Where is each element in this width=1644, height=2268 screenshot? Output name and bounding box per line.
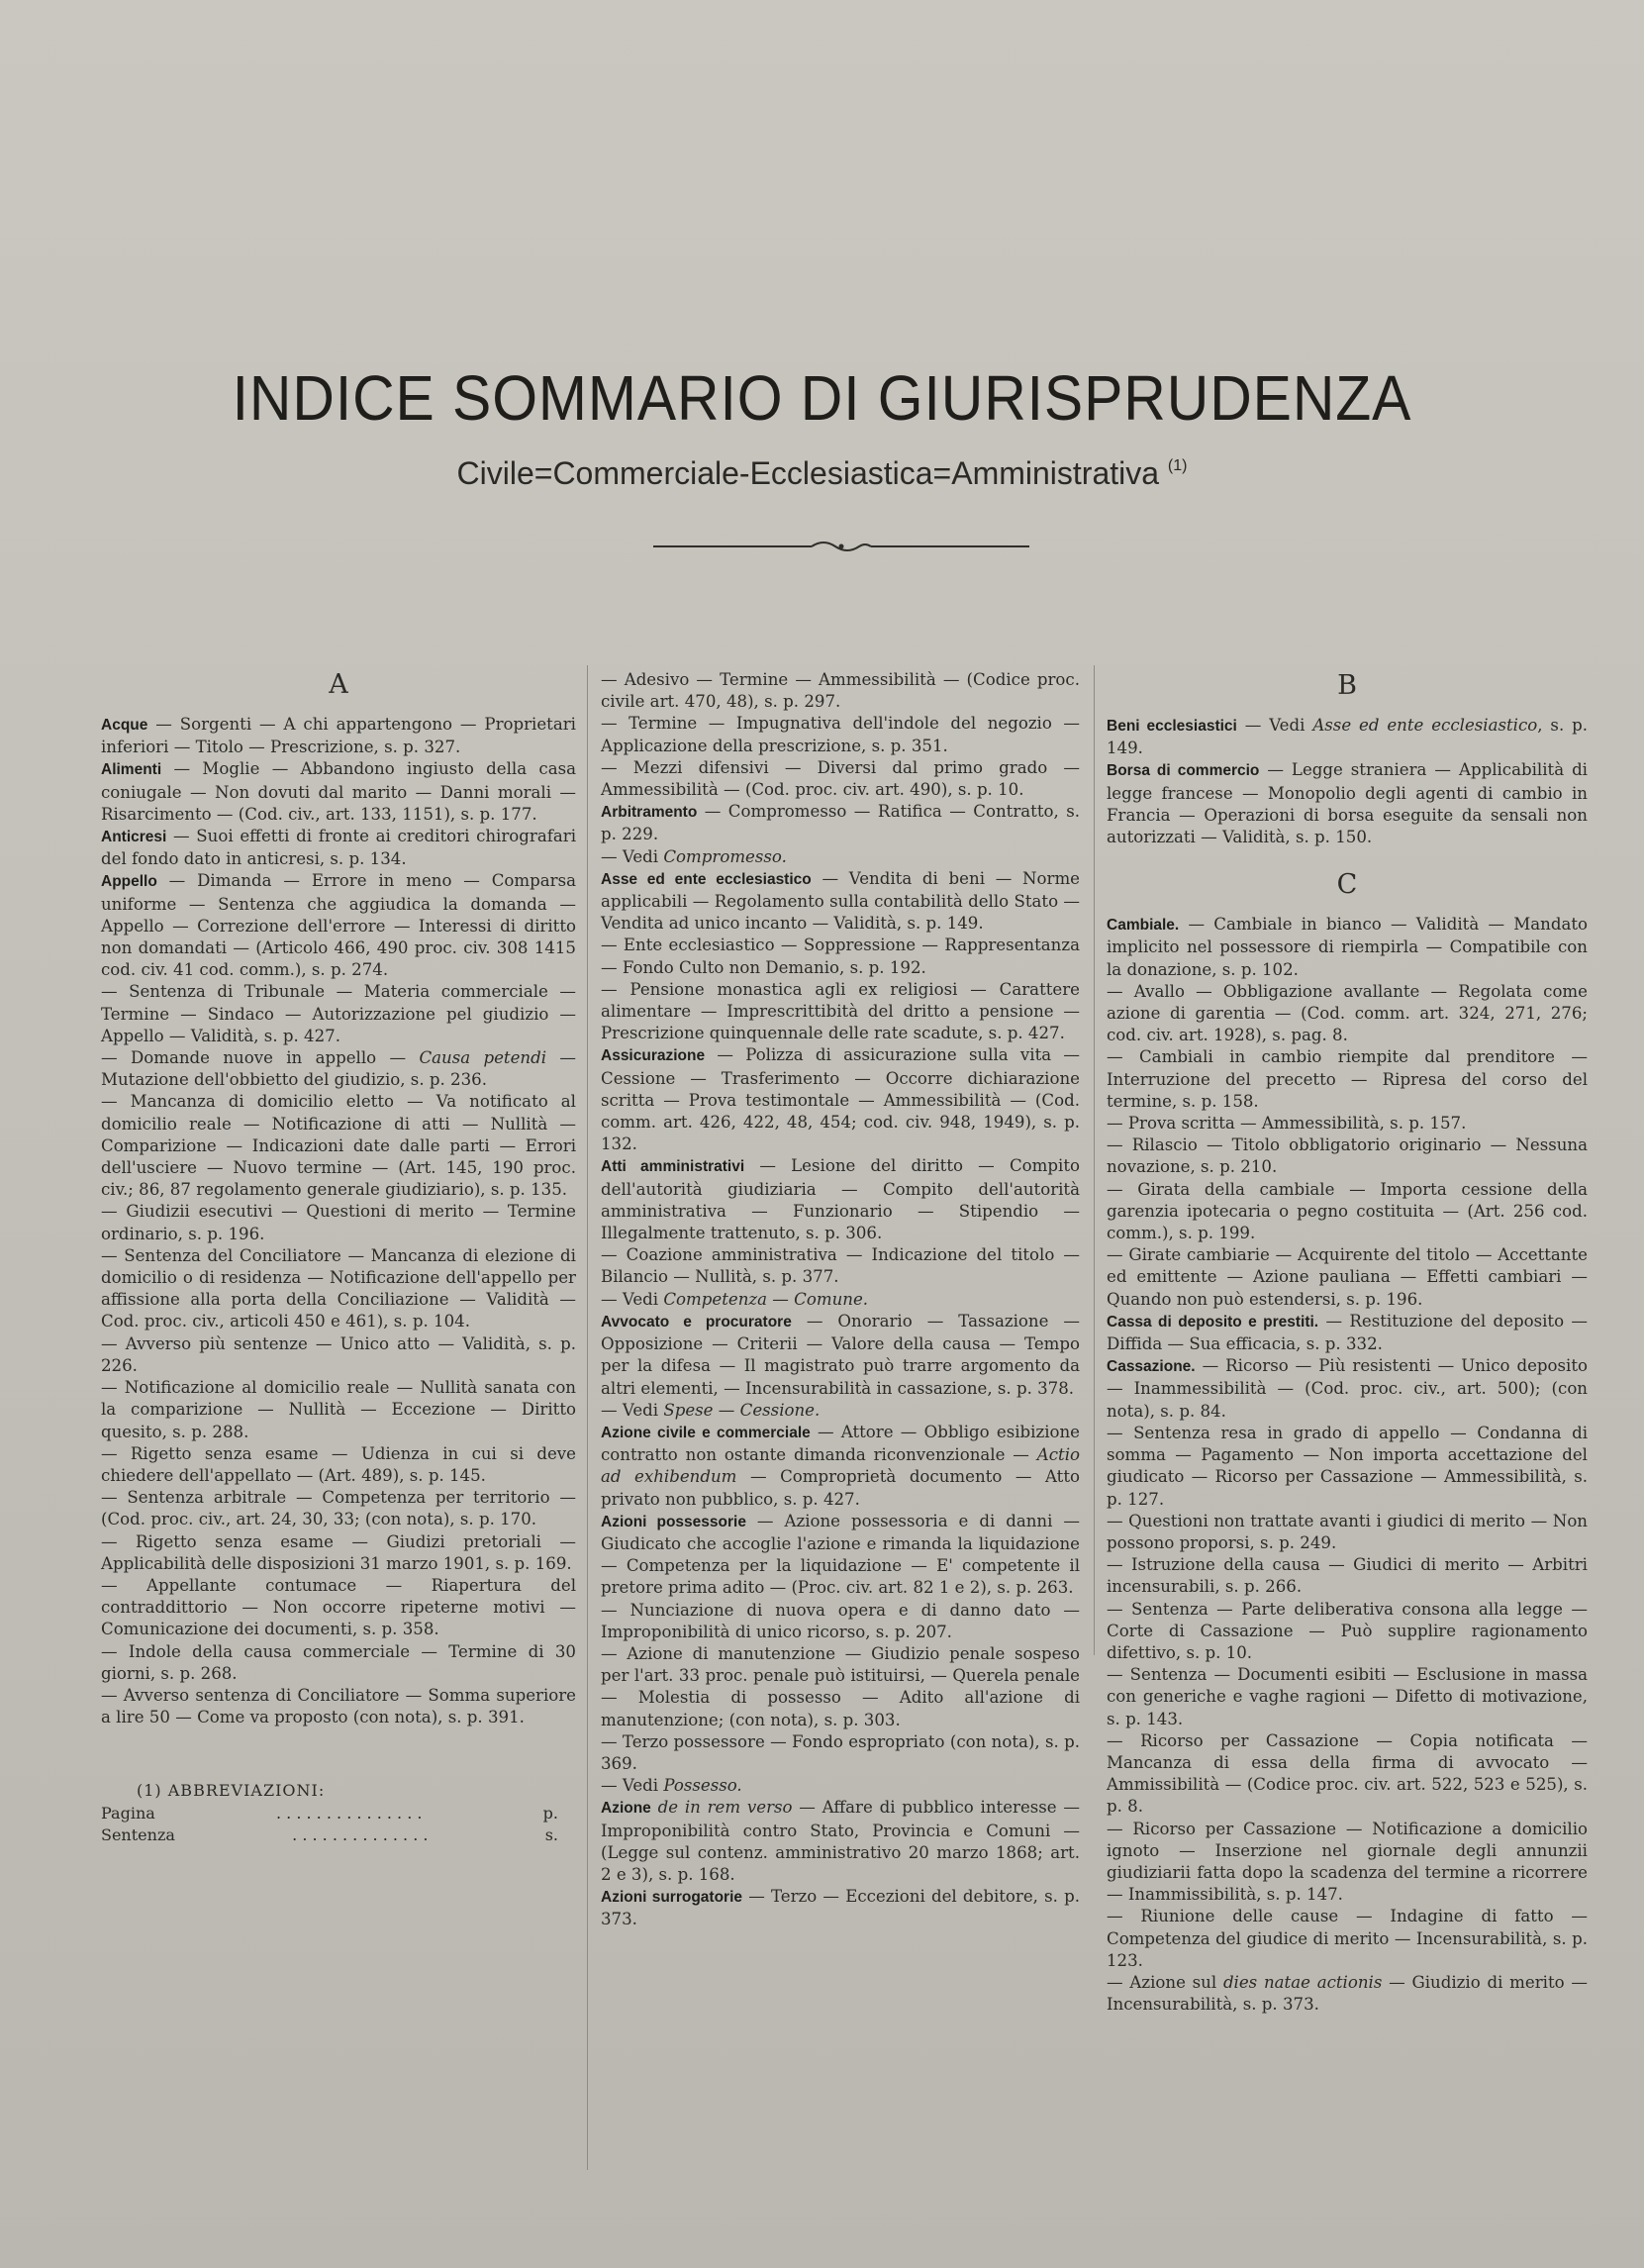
entry-italic: Compromesso. (663, 846, 787, 866)
index-entry (1107, 1554, 1588, 1598)
index-entry (601, 846, 1080, 868)
entry-text: — Terzo possessore — Fondo espropriato (con nota), s. p. 369. (601, 1731, 1080, 1773)
abbr-label: Pagina (101, 1803, 155, 1823)
page-title: INDICE SOMMARIO DI GIURISPRUDENZA (232, 362, 1412, 434)
entry-heading: Borsa di commercio (1107, 762, 1260, 780)
entry-italic: dies natae actionis (1222, 1972, 1383, 1992)
entry-italic: Causa petendi (419, 1048, 547, 1068)
abbr-value: s. (544, 1824, 558, 1844)
entry-heading: Cassazione. (1107, 1358, 1196, 1376)
entry-text: — Notificazione al domicilio reale — Nullità sanata con la comparizione — Nullità — Eccezione — Diritto quesito, s. p. 288. (101, 1378, 576, 1441)
index-entry (1107, 1134, 1588, 1178)
index-entry (601, 1400, 1080, 1422)
entry-text: — Rigetto senza esame — Giudizi pretoriali — Applicabilità delle disposizioni 31 marzo 1901, s. p. 169. (101, 1531, 576, 1573)
entry-heading: Alimenti (101, 761, 162, 779)
entry-heading: Arbitramento (601, 804, 698, 822)
entry-text: — Lesione del diritto — Compito dell'autorità giudiziaria — Compito dell'autorità amministrativa — Funzionario — Stipendio — Illegalmente trattenuto, s. p. 306. (601, 1156, 1080, 1243)
entry-text: — Vedi (601, 1400, 664, 1420)
entry-text: — Azione di manutenzione — Giudizio penale sospeso per l'art. 33 proc. penale può istituirsi, — Querela penale — Molestia di possesso — Adito all'azione di manutenzione; (con nota), s. p. 303. (601, 1643, 1080, 1729)
entry-text: — Dimanda — Errore in meno — Comparsa uniforme — Sentenza che aggiudica la domanda — Appello — Correzione dell'errore — Interessi di diritto non domandati — (Articolo 466, 490 proc. civ. 308 1415 cod. civ. 41 cod. comm.), s. p. 274. (101, 871, 576, 980)
index-entry (101, 1443, 576, 1487)
entry-list (101, 714, 576, 1728)
index-entry (1107, 914, 1588, 981)
index-entry (601, 1311, 1080, 1400)
entry-text: — Onorario — Tassazione — Opposizione — Criterii — Valore della causa — Tempo per la difesa — Il magistrato può trarre argomento da altri elementi, — Incensurabilità in cassazione, s. p. 378. (601, 1311, 1081, 1398)
footnote-row (101, 1824, 576, 1846)
index-entry (1107, 1599, 1588, 1665)
entry-list (1107, 914, 1588, 2016)
entry-text: — Vedi (601, 1776, 664, 1796)
index-entry (1107, 1819, 1588, 1907)
entry-text: — Terzo — Eccezioni del debitore, s. p. 373. (601, 1887, 1080, 1929)
footnote-abbreviations (101, 1780, 576, 1846)
entry-text: — Domande nuove in appello — (101, 1048, 420, 1068)
entry-heading: Asse ed ente ecclesiastico (601, 870, 812, 888)
entry-italic: de in rem verso (657, 1798, 793, 1818)
entry-text: — Ricorso — Più resistenti — Unico deposito — Inammessibilità — (Cod. proc. civ., art. 500); (con nota), s. p. 84. (1107, 1356, 1588, 1421)
index-entry (1107, 1113, 1588, 1134)
entry-heading: Azione (601, 1800, 651, 1818)
index-entry (1107, 981, 1588, 1047)
entry-text: — Suoi effetti di fronte ai creditori chirografari del fondo dato in anticresi, s. p. 134. (101, 827, 576, 869)
entry-text: — Sentenza — Documenti esibiti — Esclusione in massa con generiche e vaghe ragioni — Difetto di motivazione, s. p. 143. (1107, 1665, 1588, 1728)
entry-text: — Prova scritta — Ammessibilità, s. p. 157. (1107, 1114, 1467, 1134)
index-entry (601, 1643, 1080, 1731)
entry-text: — Mezzi difensivi — Diversi dal primo grado — Ammessibilità — (Cod. proc. civ. art. 490), s. p. 10. (601, 757, 1080, 800)
entry-italic: Possesso. (663, 1776, 742, 1796)
index-entry (1107, 1664, 1588, 1730)
index-entry (101, 1685, 576, 1728)
column-3 (1107, 669, 1588, 2016)
index-entry (601, 801, 1080, 845)
entry-text: — Girata della cambiale — Importa cessione della garenzia ipotecaria o pegno costituita — (Art. 256 cod. comm.), s. p. 199. (1107, 1179, 1588, 1243)
entry-text: — Legge straniera — Applicabilità di legge francese — Monopolio degli agenti di cambio in Francia — Operazioni di borsa eseguite da sensali non autorizzati — Validità, s. p. 150. (1107, 760, 1588, 847)
section-letter-b: B (1337, 670, 1357, 701)
entry-text: , s. p. 149. (1107, 716, 1588, 758)
index-entry (601, 669, 1080, 713)
index-entry (601, 1155, 1080, 1244)
entry-text: — Adesivo — Termine — Ammessibilità — (Codice proc. civile art. 470, 48), s. p. 297. (601, 670, 1080, 712)
index-entry (601, 1797, 1080, 1886)
entry-text: — Appellante contumace — Riapertura del contraddittorio — Non occorre ripeterne motivi — Comunicazione dei documenti, s. p. 358. (101, 1575, 576, 1639)
entry-text: — Questioni non trattate avanti i giudici di merito — Non possono proporsi, s. p. 249. (1107, 1511, 1588, 1552)
entry-heading: Azione civile e commerciale (601, 1424, 811, 1441)
index-entry (1107, 715, 1588, 759)
entry-text: — Mancanza di domicilio eletto — Va notificato al domicilio reale — Notificazione di atti — Nullità — Comparizione — Indicazioni date dalle parti — Errori dell'usciere — Nuovo termine — (Art. 145, 190 proc. civ.; 86, 87 regolamento generale giudiziario), s. p. 135. (101, 1092, 576, 1200)
entry-text: — Vedi (601, 1289, 664, 1309)
entry-text: — Azione sul (1107, 1972, 1223, 1992)
entry-heading: Cassa di deposito e prestiti. (1107, 1313, 1319, 1331)
entry-list (1107, 715, 1588, 848)
index-entry (101, 1531, 576, 1575)
entry-text: — Attore — Obbligo esibizione contratto non ostante dimanda riconvenzionale — (601, 1422, 1081, 1465)
index-entry (101, 1575, 576, 1641)
entry-text: — Riunione delle cause — Indagine di fatto — Competenza del giudice di merito — Incensurabilità, s. p. 123. (1107, 1907, 1588, 1970)
index-entry (1107, 1046, 1588, 1113)
entry-heading: Azioni surrogatorie (601, 1889, 743, 1907)
index-entry (101, 1333, 576, 1377)
section-letter-c: C (1336, 869, 1358, 901)
section-letter-a: A (329, 669, 348, 700)
index-entry (601, 1511, 1080, 1600)
index-entry (601, 1422, 1080, 1511)
index-entry (1107, 759, 1588, 848)
index-entry (101, 870, 576, 981)
entry-heading: Cambiale. (1107, 917, 1180, 935)
entry-heading: Atti amministrativi (601, 1158, 745, 1176)
index-entry (601, 1775, 1080, 1797)
entry-text: — Vendita di beni — Norme applicabili — Regolamento sulla contabilità dello Stato — Vendita ad unico incanto — Validità, s. p. 149. (601, 868, 1080, 934)
index-entry (101, 1091, 576, 1201)
index-entry (101, 1245, 576, 1333)
subtitle-footnote-mark: (1) (1167, 457, 1188, 474)
entry-text: — Indole della causa commerciale — Termine di 30 giorni, s. p. 268. (101, 1641, 576, 1683)
entry-text: — Sentenza resa in grado di appello — Condanna di somma — Pagamento — Non importa accettazione del giudicato — Ricorso per Cassazione — Ammessibilità, s. p. 127. (1107, 1423, 1588, 1509)
index-entry (101, 1047, 576, 1091)
index-entry (601, 1044, 1080, 1155)
entry-text: — Pensione monastica agli ex religiosi — Carattere alimentare — Imprescrittibità del dritto a pensione — Prescrizione quinquennale delle rate scadute, s. p. 427. (601, 979, 1080, 1043)
index-entry (101, 826, 576, 870)
index-entry (101, 758, 576, 826)
entry-heading: Anticresi (101, 829, 167, 846)
entry-text: — Mutazione dell'obbietto del giudizio, s. p. 236. (101, 1048, 576, 1090)
index-entry (1107, 1906, 1588, 1972)
index-entry (601, 713, 1080, 756)
column-1 (101, 668, 576, 1846)
abbr-dots: . . . . . . . . . . . . . . (292, 1824, 429, 1844)
entry-italic: Asse ed ente ecclesiastico (1312, 716, 1538, 735)
entry-text: — Istruzione della causa — Giudici di merito — Arbitri incensurabili, s. p. 266. (1107, 1555, 1588, 1597)
entry-text: — Rilascio — Titolo obbligatorio originario — Nessuna novazione, s. p. 210. (1107, 1135, 1588, 1177)
index-entry (1107, 1355, 1588, 1423)
entry-text: — Affare di pubblico interesse — Improponibilità contro Stato, Provincia e Comuni — (Legge sul contenz. amministrativo 20 marzo 1868; art. 2 e 3), s. p. 168. (601, 1798, 1080, 1884)
entry-italic: Spese — Cessione. (663, 1400, 821, 1420)
index-entry (101, 714, 576, 758)
index-entry (1107, 1730, 1588, 1819)
entry-text: — Vedi (601, 846, 664, 866)
index-entry (101, 1201, 576, 1244)
entry-text: — Nunciazione di nuova opera e di danno dato — Improponibilità di unico ricorso, s. p. 207. (601, 1600, 1080, 1641)
index-entry (1107, 1511, 1588, 1554)
entry-heading: Avvocato e procuratore (601, 1313, 792, 1331)
index-entry (601, 1289, 1080, 1311)
entry-text: — Vedi (1236, 716, 1313, 735)
index-entry (101, 1641, 576, 1685)
entry-text (651, 1798, 658, 1817)
index-entry (601, 1600, 1080, 1643)
entry-list (601, 669, 1080, 1931)
entry-text: — Cambiale in bianco — Validità — Mandato implicito nel possessore di riempirla — Compatibile con la donazione, s. p. 102. (1107, 915, 1588, 979)
entry-text: — Giudizio di merito — Incensurabilità, s. p. 373. (1107, 1972, 1588, 2015)
entry-text: — Sentenza — Parte deliberativa consona alla legge — Corte di Cassazione — Può supplire ragionamento difettivo, s. p. 10. (1107, 1599, 1588, 1662)
index-entry (1107, 1972, 1588, 2016)
entry-heading: Appello (101, 873, 157, 891)
entry-text: — Coazione amministrativa — Indicazione del titolo — Bilancio — Nullità, s. p. 377. (601, 1245, 1080, 1287)
index-entry (601, 935, 1080, 978)
page-subtitle (0, 455, 1644, 492)
ornament-divider (653, 535, 1029, 558)
index-entry (101, 1377, 576, 1443)
index-entry (101, 1487, 576, 1530)
entry-text: — Compromesso — Ratifica — Contratto, s. p. 229. (601, 802, 1080, 844)
entry-text: — Comproprietà documento — Atto privato non pubblico, s. p. 427. (601, 1467, 1080, 1509)
entry-text: — Cambiali in cambio riempite dal prenditore — Interruzione del precetto — Ripresa del corso del termine, s. p. 158. (1107, 1047, 1588, 1111)
entry-text: — Sentenza del Conciliatore — Mancanza di elezione di domicilio o di residenza — Notificazione dell'appello per affissione alla porta della Conciliazione — Validità — Cod. proc. civ., articoli 450 e 461), s. p. 104. (101, 1245, 576, 1331)
entry-text: — Sorgenti — A chi appartengono — Proprietari inferiori — Titolo — Prescrizione, s. p. 327. (101, 715, 576, 757)
entry-text: — Avverso più sentenze — Unico atto — Validità, s. p. 226. (101, 1333, 576, 1375)
index-entry (1107, 1311, 1588, 1355)
index-entry (601, 757, 1080, 801)
entry-text: — Ricorso per Cassazione — Notificazione a domicilio ignoto — Inserzione nel giornale degli annunzii giudiziarii fatta dopo la scadenza del termine a ricorrere — Inammissibilità, s. p. 147. (1107, 1819, 1588, 1905)
entry-text: — Sentenza di Tribunale — Materia commerciale — Termine — Sindaco — Autorizzazione pel giudizio — Appello — Validità, s. p. 427. (101, 982, 576, 1045)
index-entry (601, 868, 1080, 936)
index-entry (601, 1886, 1080, 1930)
column-2 (601, 669, 1080, 1931)
index-entry (1107, 1244, 1588, 1311)
entry-text: — Rigetto senza esame — Udienza in cui si deve chiedere dell'appellato — (Art. 489), s. p. 145. (101, 1443, 576, 1485)
entry-text: — Ricorso per Cassazione — Copia notificata — Mancanza di essa della firma di avvocato — Ammissibilità — (Codice proc. civ. art. 522, 523 e 525), s. p. 8. (1107, 1730, 1588, 1817)
entry-heading: Beni ecclesiastici (1107, 718, 1237, 735)
entry-text: — Girate cambiarie — Acquirente del titolo — Accettante ed emittente — Azione pauliana — Effetti cambiari — Quando non può estendersi, s. p. 196. (1107, 1245, 1588, 1309)
entry-text: — Avverso sentenza di Conciliatore — Somma superiore a lire 50 — Come va proposto (con nota), s. p. 391. (101, 1685, 576, 1727)
index-entry (601, 979, 1080, 1045)
entry-heading: Acque (101, 717, 148, 734)
entry-heading: Azioni possessorie (601, 1513, 746, 1530)
entry-text: — Sentenza arbitrale — Competenza per territorio — (Cod. proc. civ., art. 24, 30, 33; (con nota), s. p. 170. (101, 1488, 576, 1529)
column-rule (587, 665, 588, 2170)
index-entry (1107, 1179, 1588, 1245)
entry-text: — Avallo — Obbligazione avallante — Regolata come azione di garentia — (Cod. comm. art. 324, 271, 276; cod. civ. art. 1928), s. pag. 8. (1107, 981, 1588, 1045)
entry-text: — Polizza di assicurazione sulla vita — Cessione — Trasferimento — Occorre dichiarazione scritta — Prova testimontale — Ammessibilità — (Cod. comm. art. 426, 422, 48, 454; cod. civ. 948, 1949), s. p. 132. (601, 1045, 1080, 1154)
entry-heading: Assicurazione (601, 1047, 706, 1065)
entry-italic: Competenza — Comune. (663, 1289, 869, 1309)
index-entry (601, 1244, 1080, 1288)
index-entry (601, 1731, 1080, 1775)
abbr-dots: . . . . . . . . . . . . . . . (275, 1803, 423, 1823)
entry-text: — Ente ecclesiastico — Soppressione — Rappresentanza — Fondo Culto non Demanio, s. p. 192. (601, 936, 1080, 977)
entry-text: — Giudizii esecutivi — Questioni di merito — Termine ordinario, s. p. 196. (101, 1202, 576, 1243)
entry-italic: Actio ad exhibendum (601, 1445, 1080, 1487)
column-rule (1094, 665, 1095, 1655)
footnote-row (101, 1803, 576, 1824)
abbr-value: p. (542, 1803, 558, 1823)
footnote-title: (1) ABBREVIAZIONI: (137, 1781, 326, 1801)
entry-text: — Termine — Impugnativa dell'indole del negozio — Applicazione della prescrizione, s. p. 351. (601, 714, 1080, 755)
abbr-label: Sentenza (101, 1824, 175, 1844)
subtitle-text: Civile=Commerciale-Ecclesiastica=Amministrativa (456, 455, 1160, 491)
index-entry (101, 981, 576, 1047)
index-entry (1107, 1423, 1588, 1511)
entry-text: — Moglie — Abbandono ingiusto della casa coniugale — Non dovuti dal marito — Danni morali — Risarcimento — (Cod. civ., art. 133, 1151), s. p. 177. (101, 759, 576, 824)
entry-text: — Restituzione del deposito — Diffida — Sua efficacia, s. p. 332. (1107, 1311, 1589, 1354)
entry-text: — Azione possessoria e di danni — Giudicato che accoglie l'azione e rimanda la liquidazione — Competenza per la liquidazione — E' competente il pretore prima adito — (Proc. civ. art. 82 1 e 2), s. p. 263. (601, 1511, 1080, 1598)
